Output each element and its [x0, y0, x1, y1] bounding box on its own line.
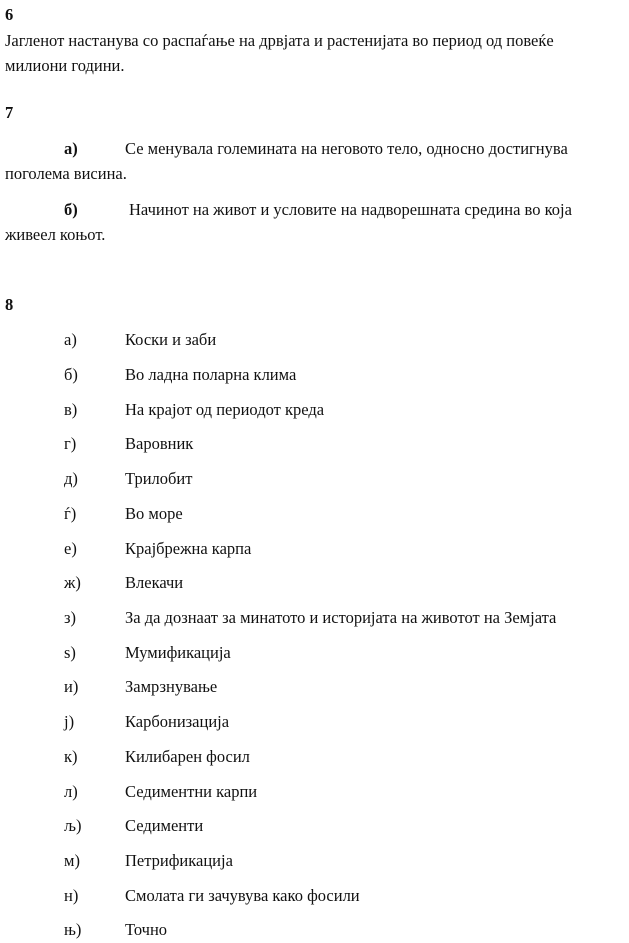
item-label: ѓ): [64, 504, 77, 523]
item-label: л): [64, 782, 78, 801]
item-text: Килибарен фосил: [125, 747, 250, 766]
item-label: з): [64, 608, 77, 627]
item-text: За да дознаат за минатото и историјата на животот на Земјата: [125, 608, 557, 627]
item-text: Мумификација: [125, 643, 231, 662]
answer-7a-line-2: поголема висина.: [5, 164, 127, 183]
item-text: Замрзнување: [125, 677, 218, 696]
answer-7b-label: б): [64, 200, 78, 219]
item-label: ж): [64, 573, 81, 592]
answer-7a-line-1: Се менувала големината на неговото тело, односно достигнува: [125, 139, 568, 158]
item-label: д): [64, 469, 78, 488]
question-number-6: 6: [5, 5, 14, 24]
question-number-7: 7: [5, 103, 14, 122]
answer-7b-line-1: Начинот на живот и условите на надворешната средина во која: [129, 200, 572, 219]
item-label: к): [64, 747, 78, 766]
item-text: Крајбрежна карпа: [125, 539, 252, 558]
item-text: Во море: [125, 504, 183, 523]
item-label: њ): [64, 920, 82, 939]
answer-6-line-2: милиони години.: [5, 56, 125, 75]
item-label: љ): [64, 816, 82, 835]
item-text: На крајот од периодот креда: [125, 400, 325, 419]
item-text: Седименти: [125, 816, 204, 835]
item-label: в): [64, 400, 78, 419]
item-text: Карбонизација: [125, 712, 230, 731]
item-label: н): [64, 886, 79, 905]
item-text: Смолата ги зачувува како фосили: [125, 886, 360, 905]
item-label: ј): [64, 712, 75, 731]
item-label: ѕ): [64, 643, 76, 662]
answer-7a-label: а): [64, 139, 78, 158]
item-text: Коски и заби: [125, 330, 217, 349]
item-label: е): [64, 539, 77, 558]
item-label: и): [64, 677, 79, 696]
item-text: Точно: [125, 920, 168, 939]
item-label: б): [64, 365, 78, 384]
question-number-8: 8: [5, 295, 14, 314]
item-text: Варовник: [125, 434, 194, 453]
item-label: а): [64, 330, 77, 349]
item-text: Во ладна поларна клима: [125, 365, 297, 384]
answer-7b-line-2: живеел коњот.: [5, 225, 106, 244]
item-label: м): [64, 851, 80, 870]
item-text: Влекачи: [125, 573, 184, 592]
item-label: г): [64, 434, 77, 453]
item-text: Петрификација: [125, 851, 233, 870]
item-text: Седиментни карпи: [125, 782, 258, 801]
answer-6-line-1: Јагленот настанува со распаѓање на дрвјата и растенијата во период од повеќе: [5, 31, 554, 50]
item-text: Трилобит: [125, 469, 193, 488]
